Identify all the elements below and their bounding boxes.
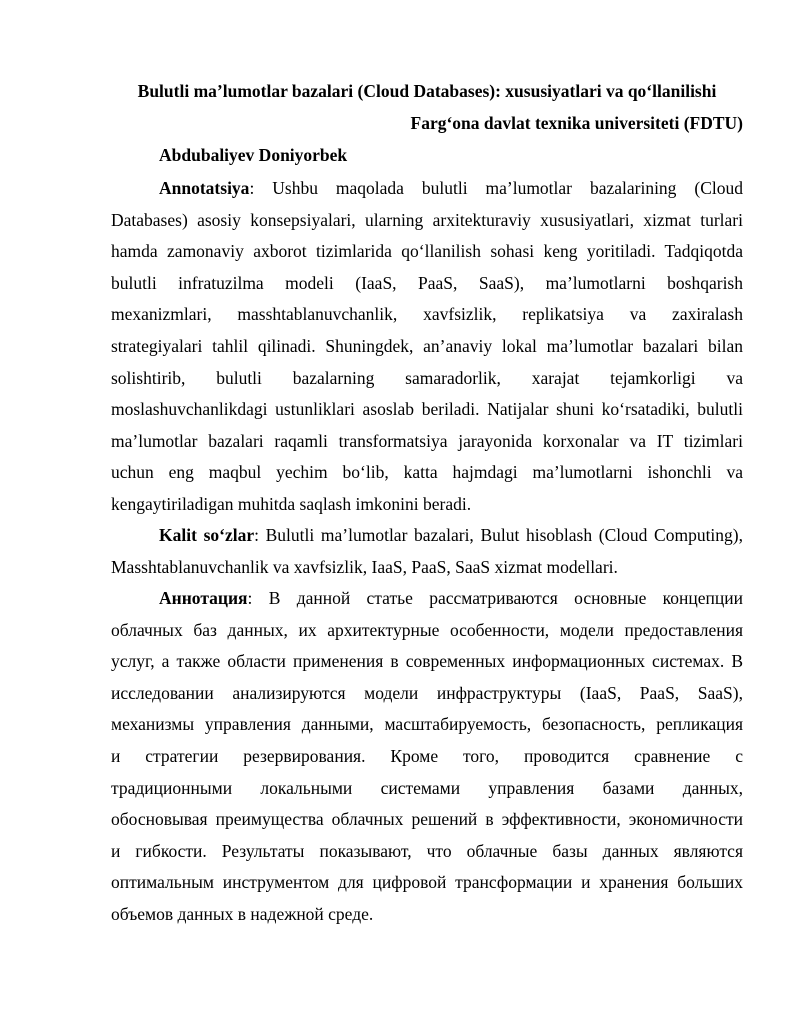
text-line: ma’lumotlar bazalari raqamli transformatsiya jarayonida korxonalar va IT tizimlari — [111, 430, 743, 451]
text-line: hamda zamonaviy axborot tizimlarida qo‘llanilish sohasi keng yoritiladi. Tadqiqotda — [111, 241, 743, 262]
paper-title: Bulutli ma’lumotlar bazalari (Cloud Databases): xususiyatlari va qo‘llanilishi — [137, 81, 717, 101]
text-line: Databases) asosiy konsepsiyalari, ularning arxitekturaviy xususiyatlari, xizmat turlari — [111, 209, 743, 230]
text-line — [111, 583, 743, 615]
keywords-label: Kalit so‘zlar — [159, 525, 255, 545]
text-line: mexanizmlari, masshtablanuvchanlik, xavfsizlik, replikatsiya va zaxiralash — [111, 304, 743, 325]
annotation-label: Аннотация — [159, 588, 248, 608]
text-line — [111, 173, 743, 205]
text-line: uchun eng maqbul yechim bo‘lib, katta hajmdagi ma’lumotlarni ishonchli va — [111, 462, 743, 483]
text-line-content: : В данной статье рассматриваются основные концепции — [247, 588, 743, 608]
text-line: механизмы управления данными, масштабируемость, безопасность, репликация — [111, 714, 743, 735]
text-line: kengaytiriladigan muhitda saqlash imkonini beradi. — [111, 493, 472, 514]
annotation-uzbek — [111, 173, 743, 521]
annotation-russian — [111, 583, 743, 931]
author-name: Abdubaliyev Doniyorbek — [159, 145, 348, 165]
text-line: solishtirib, bulutli bazalarning samaradorlik, xarajat tejamkorligi va — [111, 367, 743, 388]
text-line: strategiyalari tahlil qilinadi. Shuningdek, an’anaviy lokal ma’lumotlar bazalari bilan — [111, 335, 743, 356]
text-line: обосновывая преимущества облачных решений в эффективности, экономичности — [111, 809, 743, 830]
text-line: традиционными локальными системами управления базами данных, — [111, 777, 743, 798]
text-line: и гибкости. Результаты показывают, что облачные базы данных являются — [111, 840, 743, 861]
text-line: bulutli infratuzilma modeli (IaaS, PaaS, SaaS), ma’lumotlarni boshqarish — [111, 272, 743, 293]
text-line: Masshtablanuvchanlik va xavfsizlik, IaaS, PaaS, SaaS xizmat modellari. — [111, 556, 618, 577]
text-line: услуг, а также области применения в современных информационных системах. В — [111, 651, 743, 672]
text-line-content: : Ushbu maqolada bulutli ma’lumotlar bazalarining (Cloud — [249, 178, 743, 198]
text-line — [111, 520, 743, 552]
text-line-content: : Bulutli ma’lumotlar bazalari, Bulut hisoblash (Cloud Computing), — [254, 525, 744, 545]
text-line: объемов данных в надежной среде. — [111, 903, 374, 924]
text-line: исследовании анализируются модели инфраструктуры (IaaS, PaaS, SaaS), — [111, 682, 743, 703]
text-line: moslashuvchanlikdagi ustunliklari asoslab beriladi. Natijalar shuni ko‘rsatadiki, bulutli — [111, 399, 743, 420]
keywords-paragraph — [111, 520, 743, 583]
text-line: и стратегии резервирования. Кроме того, проводится сравнение с — [111, 745, 743, 766]
affiliation: Farg‘ona davlat texnika universiteti (FDTU) — [410, 113, 743, 133]
text-line: оптимальным инструментом для цифровой трансформации и хранения больших — [111, 872, 743, 893]
text-line: облачных баз данных, их архитектурные особенности, модели предоставления — [111, 619, 743, 640]
annotation-label: Annotatsiya — [159, 178, 250, 198]
